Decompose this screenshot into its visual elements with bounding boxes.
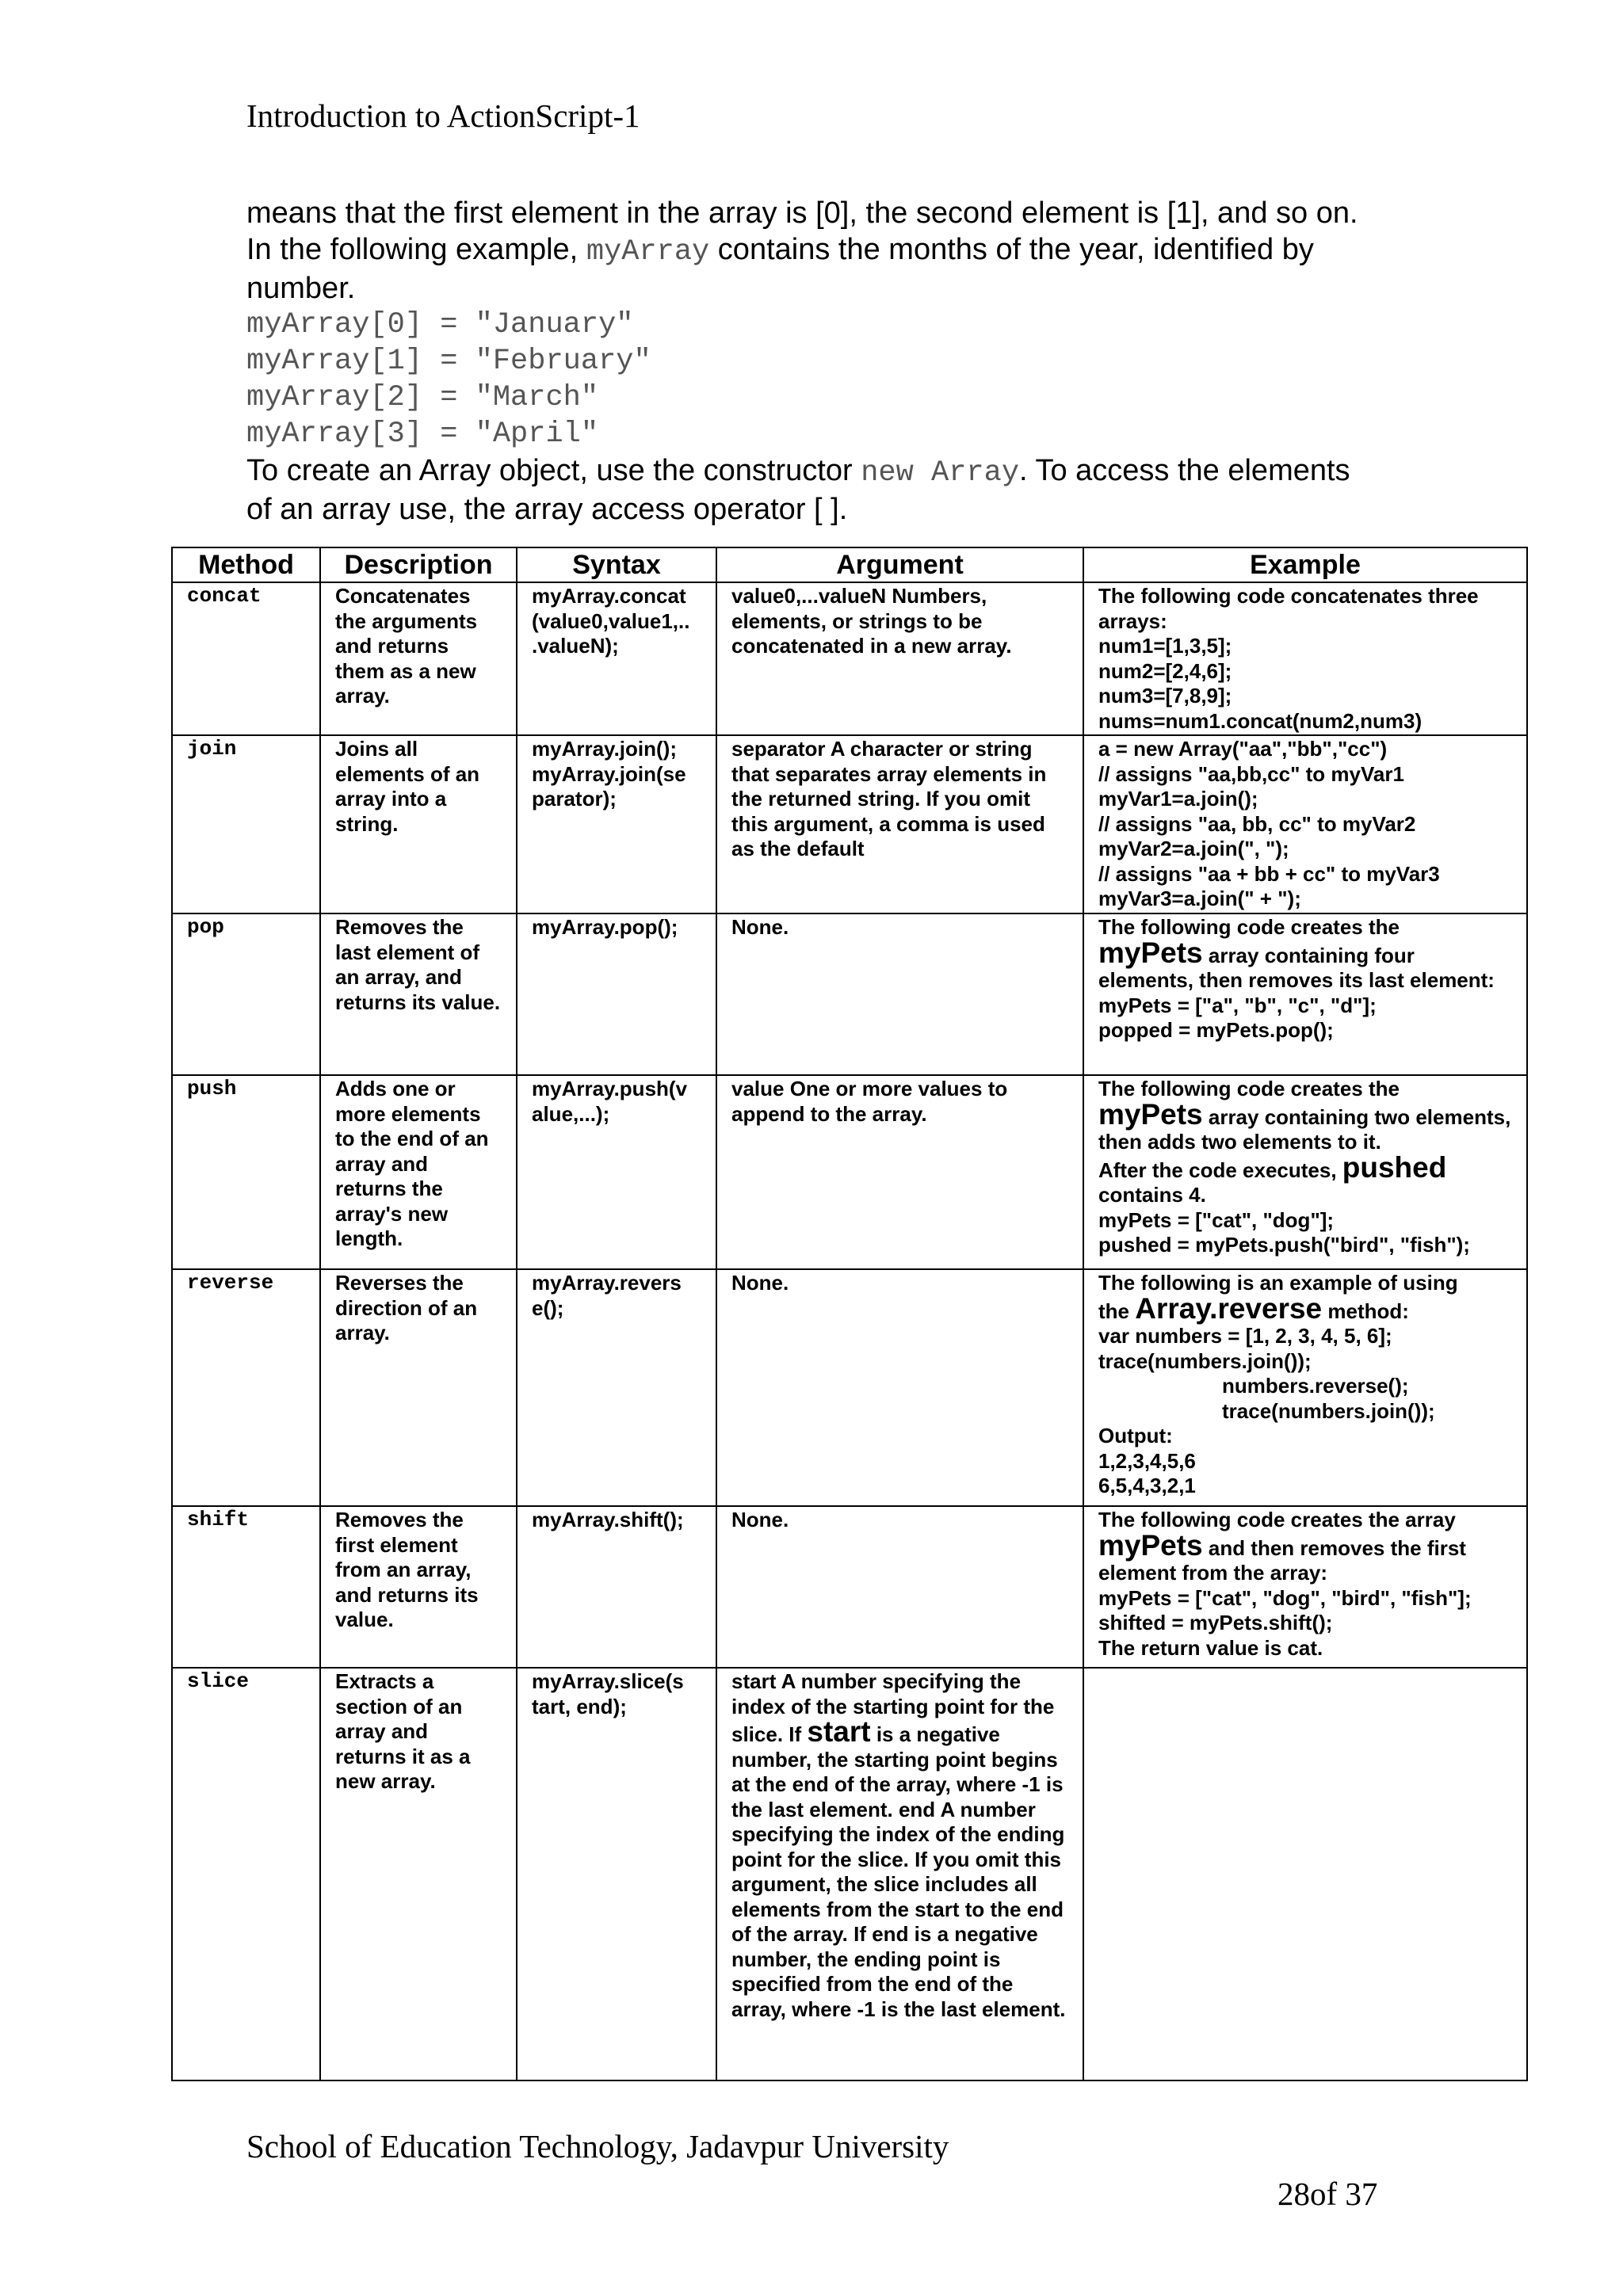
example-line: numbers.reverse();: [1222, 1374, 1409, 1398]
example-line: 1,2,3,4,5,6: [1098, 1448, 1196, 1473]
example-line: The following is an example of using: [1098, 1271, 1458, 1295]
column-header: Description: [320, 547, 517, 582]
example-text: [1098, 936, 1495, 993]
example-text: [1098, 1291, 1512, 1325]
example-cell: [1083, 1269, 1527, 1506]
argument-cell: None.: [716, 913, 1083, 1075]
example-line: myPets = ["a", "b", "c", "d"];: [1098, 993, 1377, 1017]
example-line: nums=num1.concat(num2,num3): [1098, 708, 1423, 733]
page-footer: School of Education Technology, Jadavpur University: [246, 2128, 949, 2164]
description-cell: Reverses the direction of an array.: [320, 1269, 517, 1506]
description-cell: Extracts a section of an array and returns it as a new array.: [320, 1668, 517, 2081]
example-line: The following code creates the: [1098, 1077, 1400, 1100]
example-cell: [1083, 1506, 1527, 1668]
emphasis-text: myPets: [1098, 1528, 1203, 1562]
example-cell: [1083, 913, 1527, 1075]
inline-code: myArray: [586, 235, 710, 269]
argument-cell: separator A character or string that separates array elements in the returned string. If you omit this argument, a comma is used as the default: [716, 735, 1083, 913]
table-row: [172, 1075, 1527, 1269]
intro-text-run: contains the months of the year, identified by: [709, 233, 1314, 266]
column-header: Argument: [716, 547, 1083, 582]
example-line: num2=[2,4,6];: [1098, 658, 1232, 683]
example-line: The following code creates the array: [1098, 1508, 1456, 1531]
table-row: [172, 582, 1527, 735]
argument-cell: None.: [716, 1269, 1083, 1506]
syntax-cell: myArray.revers e();: [517, 1269, 716, 1506]
example-text: [1098, 1097, 1511, 1154]
syntax-cell: myArray.slice(s tart, end);: [517, 1668, 716, 2081]
intro-paragraph-3-end: of an array use, the array access operator [ ].: [246, 493, 848, 526]
syntax-cell: myArray.push(v alue,...);: [517, 1075, 716, 1269]
method-cell: pop: [172, 913, 320, 1075]
syntax-cell: myArray.shift();: [517, 1506, 716, 1668]
code-line: myArray[0] = "January": [246, 308, 634, 341]
example-line: The following code concatenates three arrays:: [1098, 584, 1479, 633]
example-line: trace(numbers.join());: [1222, 1398, 1435, 1423]
page-number: 28of 37: [1277, 2176, 1378, 2212]
example-line: pushed = myPets.push("bird", "fish");: [1098, 1233, 1470, 1257]
method-cell: join: [172, 735, 320, 913]
table-header-row: [172, 547, 1527, 582]
example-cell: [1083, 1075, 1527, 1269]
method-cell: slice: [172, 1668, 320, 2081]
example-line: myVar3=a.join(" + ");: [1098, 887, 1301, 910]
inline-code: new Array: [861, 456, 1020, 490]
example-line: contains 4.: [1098, 1183, 1206, 1207]
argument-text-run: is a negative number, the starting point begins at the end of the array, where -1 is the last element. end A number specifying the index of the ending point for the slice. If you omit this argument, the slice includes all elements from the start to the end of the array. If end is a negative number, the ending point is specified from the end of the array, where -1 is the last element.: [731, 1722, 1066, 2021]
example-line: // assigns "aa,bb,cc" to myVar1: [1098, 761, 1404, 786]
code-line: myArray[1] = "February": [246, 345, 651, 378]
example-text-run: the: [1098, 1299, 1136, 1323]
code-line: myArray[2] = "March": [246, 381, 599, 414]
column-header: Syntax: [517, 547, 716, 582]
table-row: [172, 913, 1527, 1075]
code-line: myArray[3] = "April": [246, 418, 599, 451]
argument-cell: value0,...valueN Numbers, elements, or strings to be concatenated in a new array.: [716, 582, 1083, 735]
example-text: [1098, 1528, 1466, 1585]
emphasis-text: pushed: [1342, 1150, 1447, 1184]
emphasis-text: Array.reverse: [1135, 1291, 1323, 1325]
description-cell: Joins all elements of an array into a string.: [320, 735, 517, 913]
column-header: Example: [1083, 547, 1527, 582]
syntax-cell: myArray.pop();: [517, 913, 716, 1075]
method-cell: shift: [172, 1506, 320, 1668]
argument-cell: value One or more values to append to the array.: [716, 1075, 1083, 1269]
example-line: The return value is cat.: [1098, 1635, 1323, 1660]
description-cell: Removes the first element from an array, and returns its value.: [320, 1506, 517, 1668]
example-text: [1098, 1150, 1512, 1184]
example-text-run: After the code executes,: [1098, 1158, 1342, 1182]
method-cell: push: [172, 1075, 320, 1269]
intro-text-run: . To access the elements: [1019, 454, 1350, 487]
example-line: a = new Array("aa","bb","cc"): [1098, 737, 1388, 761]
example-line: Output:: [1098, 1424, 1173, 1447]
argument-text-run: start A number specifying the index of the starting point for the slice. If: [731, 1669, 1055, 1746]
intro-text: [246, 195, 1388, 528]
emphasis-text: myPets: [1098, 1097, 1203, 1131]
example-cell: [1083, 1668, 1527, 2081]
intro-paragraph-3: [246, 452, 1388, 491]
description-cell: Removes the last element of an array, and returns its value.: [320, 913, 517, 1075]
table-row: [172, 735, 1527, 913]
example-cell: [1083, 582, 1527, 735]
intro-paragraph-2: [246, 231, 1388, 270]
example-line: myPets = ["cat", "dog", "bird", "fish"];: [1098, 1585, 1472, 1610]
method-cell: reverse: [172, 1269, 320, 1506]
argument-cell: None.: [716, 1506, 1083, 1668]
example-line: myVar2=a.join(", ");: [1098, 837, 1289, 860]
description-cell: Concatenates the arguments and returns them as a new array.: [320, 582, 517, 735]
example-text-run: method:: [1322, 1299, 1409, 1323]
table-row: [172, 1506, 1527, 1668]
example-text-run: and then removes the first element from the array:: [1098, 1535, 1466, 1585]
intro-paragraph-1: means that the first element in the array is [0], the second element is [1], and so on.: [246, 196, 1358, 230]
intro-text-run: To create an Array object, use the constructor: [246, 454, 861, 487]
column-header: Method: [172, 547, 320, 582]
example-line: // assigns "aa + bb + cc" to myVar3: [1098, 861, 1440, 886]
example-line: myVar1=a.join();: [1098, 787, 1258, 810]
example-line: myPets = ["cat", "dog"];: [1098, 1207, 1335, 1232]
example-line: The following code creates the: [1098, 915, 1400, 939]
example-text-run: array containing four elements, then removes its last element:: [1098, 943, 1495, 992]
table-row: [172, 1269, 1527, 1506]
emphasis-text: myPets: [1098, 936, 1203, 969]
argument-cell: [716, 1668, 1083, 2081]
emphasis-text: start: [807, 1715, 871, 1748]
intro-text-run: In the following example,: [246, 233, 586, 266]
example-line: popped = myPets.pop();: [1098, 1018, 1334, 1042]
array-methods-table: [171, 547, 1528, 2081]
syntax-cell: myArray.join(); myArray.join(se parator);: [517, 735, 716, 913]
example-line: trace(numbers.join());: [1098, 1348, 1312, 1373]
example-cell: [1083, 735, 1527, 913]
example-text-run: array containing two elements, then adds two elements to it.: [1098, 1104, 1511, 1154]
table-row: [172, 1668, 1527, 2081]
page-header: Introduction to ActionScript-1: [246, 97, 640, 134]
example-line: num3=[7,8,9];: [1098, 684, 1232, 707]
description-cell: Adds one or more elements to the end of an array and returns the array's new length.: [320, 1075, 517, 1269]
example-line: num1=[1,3,5];: [1098, 634, 1232, 658]
example-line: var numbers = [1, 2, 3, 4, 5, 6];: [1098, 1324, 1392, 1348]
syntax-cell: myArray.concat (value0,value1,.. .valueN);: [517, 582, 716, 735]
intro-paragraph-2-end: number.: [246, 272, 356, 305]
example-line: // assigns "aa, bb, cc" to myVar2: [1098, 811, 1416, 836]
example-line: 6,5,4,3,2,1: [1098, 1474, 1196, 1497]
method-cell: concat: [172, 582, 320, 735]
example-line: shifted = myPets.shift();: [1098, 1611, 1333, 1634]
